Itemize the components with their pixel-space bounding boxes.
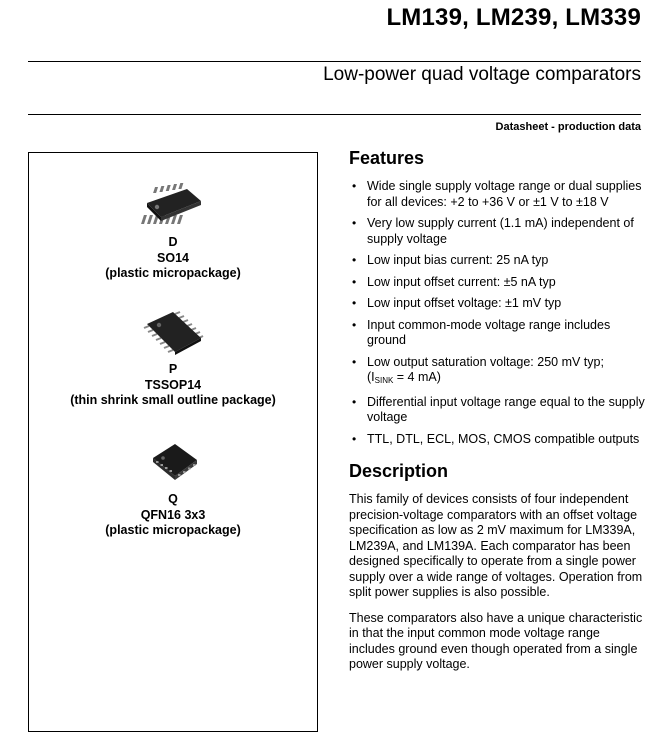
package-qfn16 — [29, 438, 317, 539]
description-paragraph: This family of devices consists of four independent precision-voltage comparators with an offset voltage specification as low as 2 mV maximum for LM339A, LM239A, and LM139A. Each comparator has been designed specifically to operate from a single power supply over a wide range of voltages. Operation from split power supplies is also possible. — [349, 492, 643, 599]
package-name: TSSOP14 — [144, 377, 202, 392]
document-title: LM139, LM239, LM339 — [386, 4, 641, 31]
sink-suffix: = 4 mA) — [393, 370, 441, 384]
package-name: QFN16 3x3 — [140, 507, 206, 522]
package-so14 — [29, 181, 317, 282]
features-list — [349, 179, 645, 447]
package-code: P — [168, 362, 178, 376]
tssop14-chip-icon — [141, 308, 205, 358]
package-code: D — [168, 235, 178, 249]
feature-item: • Very low supply current (1.1 mA) independent of supply voltage — [349, 216, 645, 247]
feature-item: • Wide single supply voltage range or dual supplies for all devices: +2 to +36 V or ±1 V to ±18 V — [349, 179, 645, 210]
sink-prefix: (I — [367, 370, 375, 384]
feature-item: • Input common-mode voltage range includes ground — [349, 318, 645, 349]
package-panel — [28, 152, 318, 732]
subtitle-divider — [28, 114, 641, 115]
description-paragraph: These comparators also have a unique characteristic in that the input common mode voltage range includes ground even though operated from a single power supply voltage. — [349, 610, 643, 671]
feature-item: • TTL, DTL, ECL, MOS, CMOS compatible outputs — [349, 432, 645, 448]
feature-item: • Low input bias current: 25 nA typ — [349, 253, 645, 269]
document-subtitle: Low-power quad voltage comparators — [323, 64, 641, 85]
package-description: (thin shrink small outline package) — [70, 393, 276, 407]
title-divider — [28, 61, 641, 62]
package-tssop14 — [29, 308, 317, 409]
feature-text: Low output saturation voltage: 250 mV typ; — [367, 354, 604, 369]
so14-chip-icon — [141, 181, 205, 231]
sink-subscript: SINK — [374, 376, 394, 385]
qfn16-chip-icon — [141, 438, 205, 488]
feature-item: • Differential input voltage range equal to the supply voltage — [349, 395, 645, 426]
package-code: Q — [168, 492, 178, 506]
content-column — [349, 148, 645, 683]
features-heading: Features — [349, 148, 425, 168]
feature-item-saturation — [349, 355, 645, 389]
description-heading: Description — [349, 461, 449, 481]
package-description: (plastic micropackage) — [105, 266, 241, 280]
feature-item: • Low input offset voltage: ±1 mV typ — [349, 296, 645, 312]
datasheet-status: Datasheet - production data — [495, 121, 641, 133]
feature-item: • Low input offset current: ±5 nA typ — [349, 275, 645, 291]
package-description: (plastic micropackage) — [105, 523, 241, 537]
package-name: SO14 — [157, 250, 189, 265]
